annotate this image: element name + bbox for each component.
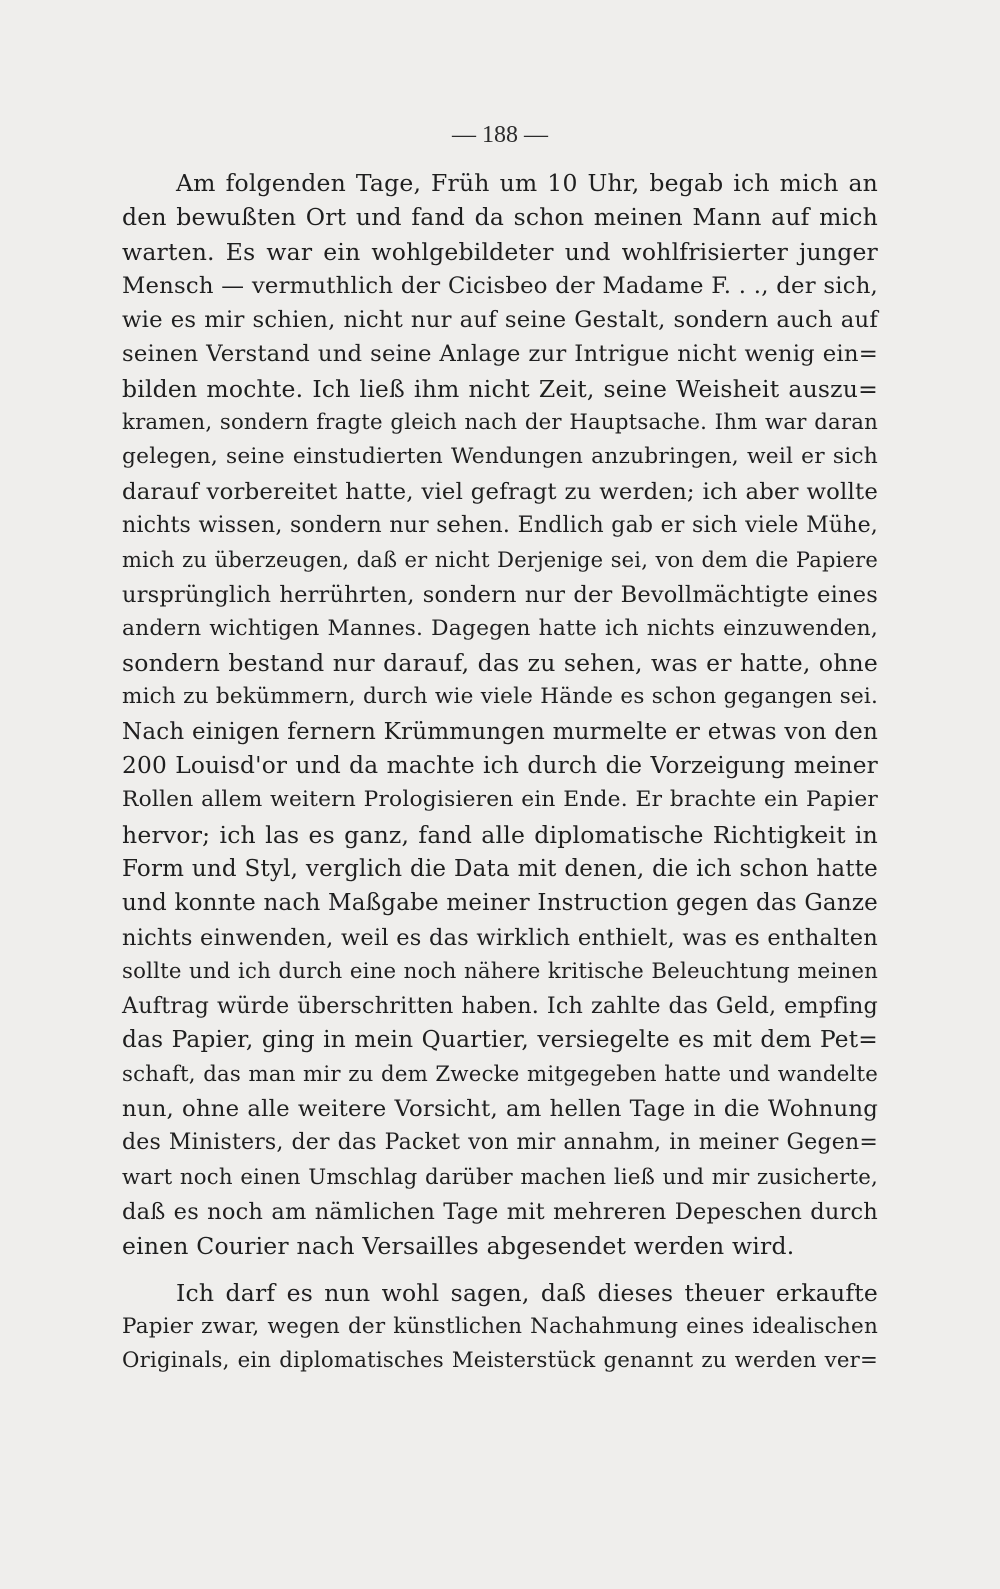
text-line: daß es noch am nämlichen Tage mit mehreren Depeschen durch [122,1198,878,1225]
text-line: mich zu bekümmern, durch wie viele Hände es schon gegangen sei. [122,684,878,710]
text-line: nun, ohne alle weitere Vorsicht, am hellen Tage in die Wohnung [122,1096,878,1123]
text-line: Papier zwar, wegen der künstlichen Nachahmung eines idealischen [122,1313,878,1339]
text-line: Mensch — vermuthlich der Cicisbeo der Madame F. . ., der sich, [122,272,878,299]
text-line: wie es mir schien, nicht nur auf seine Gestalt, sondern auch auf [122,307,878,334]
paragraph-1 [122,166,878,1264]
text-line: gelegen, seine einstudierten Wendungen anzubringen, weil er sich [122,444,878,470]
paragraph-2 [122,1276,878,1379]
text-line: warten. Es war ein wohlgebildeter und wohlfrisierter junger [122,237,878,266]
text-line: bilden mochte. Ich ließ ihm nicht Zeit, seine Weisheit auszu= [122,374,878,403]
text-line: andern wichtigen Mannes. Dagegen hatte ich nichts einzuwenden, [122,615,878,641]
text-line: des Ministers, der das Packet von mir annahm, in meiner Gegen= [122,1130,878,1156]
text-line: Am folgenden Tage, Früh um 10 Uhr, begab ich mich an [176,169,878,197]
text-line: ursprünglich herrührten, sondern nur der Bevollmächtigte eines [122,581,878,608]
text-line: nichts einwenden, weil es das wirklich enthielt, was es enthalten [122,924,878,951]
text-line: wart noch einen Umschlag darüber machen ließ und mir zusicherte, [122,1164,878,1190]
text-line: Originals, ein diplomatisches Meisterstück genannt zu werden ver= [122,1348,878,1374]
text-line: 200 Louisd'or und da machte ich durch die Vorzeigung meiner [122,752,878,780]
text-line: das Papier, ging in mein Quartier, versiegelte es mit dem Pet= [122,1026,878,1054]
body-text [122,166,878,1378]
text-line: sondern bestand nur darauf, das zu sehen, was er hatte, ohne [122,649,878,678]
text-line: einen Courier nach Versailles abgesendet werden wird. [122,1232,795,1261]
text-line: schaft, das man mir zu dem Zwecke mitgegeben hatte und wandelte [122,1061,878,1087]
text-line: mich zu überzeugen, daß er nicht Derjenige sei, von dem die Papiere [122,548,878,573]
text-line: Nach einigen fernern Krümmungen murmelte er etwas von den [122,718,878,745]
text-line: nichts wissen, sondern nur sehen. Endlich gab er sich viele Mühe, [122,512,878,538]
text-line: den bewußten Ort und fand da schon meinen Mann auf mich [122,203,878,232]
text-line: sollte und ich durch eine noch nähere kritische Beleuchtung meinen [122,958,878,984]
text-line: hervor; ich las es ganz, fand alle diplomatische Richtigkeit in [122,820,878,849]
text-line: Auftrag würde überschritten haben. Ich zahlte das Geld, empfing [122,993,878,1020]
text-line: Form und Styl, verglich die Data mit denen, die ich schon hatte [122,855,878,882]
paragraph-spacer [122,1264,878,1276]
text-line: Rollen allem weitern Prologisieren ein Ende. Er brachte ein Papier [122,787,878,813]
text-line: seinen Verstand und seine Anlage zur Intrigue nicht wenig ein= [122,341,878,368]
text-line: Ich darf es nun wohl sagen, daß dieses theuer erkaufte [176,1278,878,1307]
text-line: und konnte nach Maßgabe meiner Instruction gegen das Ganze [122,890,878,917]
text-line: darauf vorbereitet hatte, viel gefragt zu werden; ich aber wollte [122,478,878,505]
page-number: — 188 — [452,122,548,148]
text-line: kramen, sondern fragte gleich nach der Hauptsache. Ihm war daran [122,410,878,436]
